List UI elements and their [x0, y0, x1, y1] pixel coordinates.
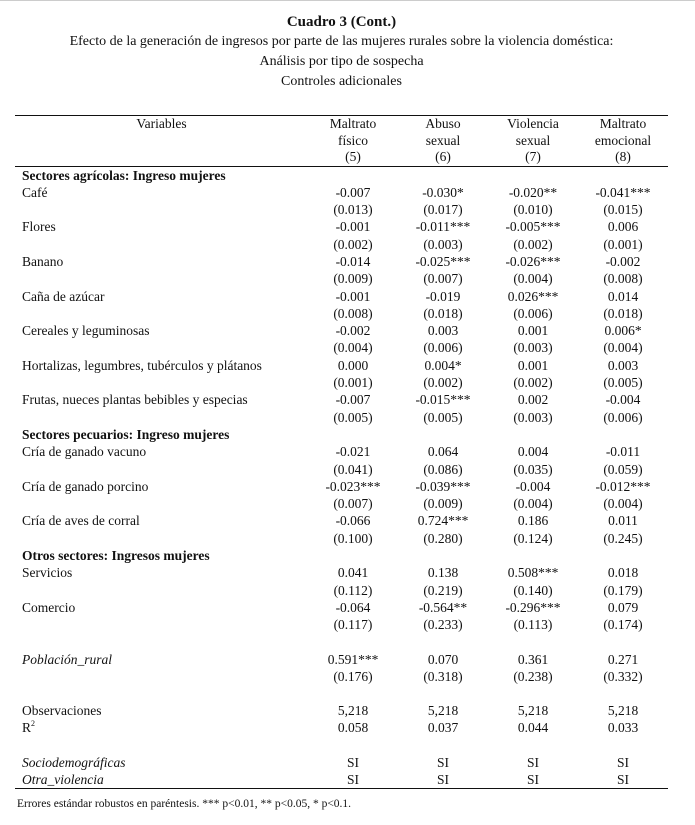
row-label: Observaciones — [22, 703, 102, 719]
coefficient-cell: -0.001 — [335, 219, 371, 235]
table-row-se — [15, 236, 668, 253]
table-row-se — [15, 201, 668, 218]
std-error-cell: (0.006) — [603, 409, 643, 425]
control-row — [15, 771, 668, 789]
coefficient-cell: -0.007 — [335, 184, 371, 200]
observations-cell: 5,218 — [607, 703, 639, 719]
table-footnote: Errores estándar robustos en paréntesis. *** p<0.01, ** p<0.05, * p<0.1. — [17, 798, 352, 810]
coefficient-cell: -0.564** — [418, 599, 468, 615]
coefficient-cell: 0.591*** — [327, 651, 379, 667]
coefficient-cell: 0.004 — [517, 444, 549, 460]
std-error-cell: (0.112) — [333, 582, 373, 598]
coefficient-cell: -0.025*** — [415, 253, 471, 269]
table-row-se — [15, 668, 668, 685]
col-header-variables-line-2 — [15, 133, 308, 150]
std-error-cell: (0.174) — [603, 617, 643, 633]
row-label: Café — [22, 184, 48, 200]
group-heading-row — [15, 426, 668, 443]
table-row — [15, 599, 668, 616]
group-heading-row — [15, 547, 668, 564]
table-row — [15, 218, 668, 235]
std-error-cell: (0.003) — [423, 236, 463, 252]
std-error-cell: (0.007) — [333, 496, 373, 512]
empty-cell — [308, 634, 398, 651]
std-error-cell: (0.007) — [423, 271, 463, 287]
std-error-cell: (0.006) — [513, 305, 553, 321]
coefficient-cell: 0.026*** — [507, 288, 559, 304]
std-error-cell: (0.005) — [603, 375, 643, 391]
table-row — [15, 443, 668, 460]
coefficient-cell: 0.724*** — [417, 513, 469, 529]
std-error-cell: (0.009) — [333, 271, 373, 287]
col-header-5-number: (5) — [308, 149, 398, 166]
group-heading: Otros sectores: Ingresos mujeres — [22, 548, 210, 564]
coefficient-cell: -0.026*** — [505, 253, 561, 269]
std-error-cell: (0.009) — [423, 496, 463, 512]
std-error-cell: (0.004) — [513, 271, 553, 287]
coefficient-cell: 0.001 — [517, 357, 549, 373]
empty-cell — [15, 374, 308, 391]
coefficient-cell: -0.011 — [605, 444, 641, 460]
table-row-se — [15, 495, 668, 512]
r-squared-superscript: 2 — [31, 719, 36, 729]
std-error-cell: (0.002) — [423, 375, 463, 391]
coefficient-cell: -0.015*** — [415, 392, 471, 408]
col-header-6-line-2: sexual — [425, 132, 461, 148]
table-row — [15, 478, 668, 495]
group-heading-row — [15, 166, 668, 184]
empty-cell — [15, 737, 308, 754]
coefficient-cell: -0.020** — [508, 184, 558, 200]
table-row — [15, 651, 668, 668]
std-error-cell: (0.179) — [603, 582, 643, 598]
r-squared-cell: 0.044 — [517, 720, 549, 736]
spacer-row — [15, 685, 668, 702]
std-error-cell: (0.086) — [423, 461, 463, 477]
coefficient-cell: 0.000 — [337, 357, 369, 373]
std-error-cell: (0.233) — [423, 617, 463, 633]
coefficient-cell: 0.002 — [517, 392, 549, 408]
row-label: Cría de ganado porcino — [22, 478, 149, 494]
coefficient-cell: 0.003 — [607, 357, 639, 373]
empty-cell — [15, 616, 308, 633]
observations-cell: 5,218 — [517, 703, 549, 719]
std-error-cell: (0.004) — [603, 496, 643, 512]
std-error-cell: (0.219) — [423, 582, 463, 598]
observations-cell: 5,218 — [427, 703, 459, 719]
empty-cell — [398, 737, 488, 754]
std-error-cell: (0.005) — [333, 409, 373, 425]
std-error-cell: (0.002) — [513, 236, 553, 252]
std-error-cell: (0.018) — [603, 305, 643, 321]
spacer-row — [15, 737, 668, 754]
coefficient-cell: 0.041 — [337, 565, 369, 581]
row-label: Hortalizas, legumbres, tubérculos y plátanos — [22, 357, 262, 373]
table-row-se — [15, 461, 668, 478]
std-error-cell: (0.018) — [423, 305, 463, 321]
col-header-8-number: (8) — [578, 149, 668, 166]
observations-row — [15, 702, 668, 719]
control-cell: SI — [578, 771, 668, 789]
r-squared-cell: 0.037 — [427, 720, 459, 736]
std-error-cell: (0.003) — [513, 409, 553, 425]
std-error-cell: (0.124) — [513, 530, 553, 546]
coefficient-cell: 0.006 — [607, 219, 639, 235]
std-error-cell: (0.010) — [513, 202, 553, 218]
std-error-cell: (0.238) — [513, 668, 553, 684]
table-row-se — [15, 582, 668, 599]
empty-cell — [488, 737, 578, 754]
table-row-se — [15, 616, 668, 633]
coefficient-cell: 0.186 — [517, 513, 549, 529]
control-cell: SI — [346, 754, 359, 770]
std-error-cell: (0.035) — [513, 461, 553, 477]
observations-cell: 5,218 — [337, 703, 369, 719]
std-error-cell: (0.005) — [423, 409, 463, 425]
table-subtitle-line-1: Efecto de la generación de ingresos por parte de las mujeres rurales sobre la violencia doméstica: — [69, 34, 614, 49]
empty-cell — [15, 339, 308, 356]
table-row-se — [15, 409, 668, 426]
empty-cell — [578, 634, 668, 651]
coefficient-cell: 0.014 — [607, 288, 639, 304]
control-row — [15, 754, 668, 771]
empty-cell — [15, 634, 308, 651]
empty-cell — [15, 530, 308, 547]
group-heading: Sectores agrícolas: Ingreso mujeres — [22, 167, 226, 183]
std-error-cell: (0.004) — [513, 496, 553, 512]
empty-cell — [15, 461, 308, 478]
empty-cell — [15, 495, 308, 512]
coefficient-cell: 0.070 — [427, 651, 459, 667]
empty-cell — [15, 582, 308, 599]
control-cell: SI — [398, 771, 488, 789]
coefficient-cell: -0.066 — [335, 513, 371, 529]
control-cell: SI — [308, 771, 398, 789]
coefficient-cell: 0.064 — [427, 444, 459, 460]
col-header-variables-line-3 — [15, 149, 308, 166]
r-squared-label: R — [22, 720, 32, 736]
empty-cell — [398, 685, 488, 702]
table-subtitle-line-2: Análisis por tipo de sospecha — [259, 54, 424, 69]
table-row-se — [15, 270, 668, 287]
std-error-cell: (0.318) — [423, 668, 463, 684]
std-error-cell: (0.140) — [513, 582, 553, 598]
col-header-6-line-1: Abuso — [398, 116, 488, 133]
table-body — [15, 166, 668, 789]
coefficient-cell: -0.007 — [335, 392, 371, 408]
table-row — [15, 184, 668, 201]
std-error-cell: (0.002) — [333, 236, 373, 252]
row-label: Banano — [22, 253, 64, 269]
row-label: Cereales y leguminosas — [22, 323, 150, 339]
coefficient-cell: -0.001 — [335, 288, 371, 304]
table-header — [15, 116, 668, 167]
empty-cell — [488, 685, 578, 702]
empty-cell — [15, 668, 308, 685]
table-caption — [0, 12, 683, 92]
table-row — [15, 391, 668, 408]
coefficient-cell: -0.014 — [335, 253, 371, 269]
row-label — [15, 719, 308, 736]
table-row — [15, 253, 668, 270]
table-row — [15, 564, 668, 581]
row-label: Frutas, nueces plantas bebibles y especias — [22, 392, 248, 408]
control-cell: SI — [616, 754, 629, 770]
table-row-se — [15, 305, 668, 322]
std-error-cell: (0.059) — [603, 461, 643, 477]
coefficient-cell: -0.002 — [605, 253, 641, 269]
row-label: Otra_violencia — [15, 771, 308, 789]
empty-cell — [578, 737, 668, 754]
empty-cell — [308, 685, 398, 702]
std-error-cell: (0.176) — [333, 668, 373, 684]
empty-cell — [398, 634, 488, 651]
row-label: Sociodemográficas — [22, 754, 126, 770]
coefficient-cell: -0.039*** — [415, 478, 471, 494]
std-error-cell: (0.004) — [333, 340, 373, 356]
std-error-cell: (0.245) — [603, 530, 643, 546]
row-label: Caña de azúcar — [22, 288, 105, 304]
std-error-cell: (0.002) — [513, 375, 553, 391]
coefficient-cell: -0.002 — [335, 323, 371, 339]
row-label: Población_rural — [22, 651, 112, 667]
col-header-7-line-1: Violencia — [488, 116, 578, 133]
coefficient-cell: 0.508*** — [507, 565, 559, 581]
table-subtitle-line-3: Controles adicionales — [281, 74, 402, 89]
empty-cell — [15, 236, 308, 253]
row-label: Comercio — [22, 599, 76, 615]
coefficient-cell: -0.041*** — [595, 184, 651, 200]
coefficient-cell: -0.296*** — [505, 599, 561, 615]
coefficient-cell: 0.138 — [427, 565, 459, 581]
table-row-se — [15, 339, 668, 356]
table-row-se — [15, 530, 668, 547]
std-error-cell: (0.001) — [603, 236, 643, 252]
std-error-cell: (0.117) — [333, 617, 373, 633]
r-squared-cell: 0.033 — [607, 720, 639, 736]
coefficient-cell: 0.001 — [517, 323, 549, 339]
col-header-5-line-2: físico — [338, 132, 368, 148]
control-cell: SI — [526, 754, 539, 770]
empty-cell — [488, 634, 578, 651]
std-error-cell: (0.006) — [423, 340, 463, 356]
coefficient-cell: -0.012*** — [595, 478, 651, 494]
col-header-7-line-2: sexual — [515, 132, 551, 148]
r-squared-row — [15, 719, 668, 736]
coefficient-cell: 0.079 — [607, 599, 639, 615]
col-header-5-line-1: Maltrato — [308, 116, 398, 133]
r-squared-cell: 0.058 — [337, 720, 369, 736]
coefficient-cell: 0.006* — [604, 323, 642, 339]
table-title: Cuadro 3 (Cont.) — [286, 14, 397, 30]
regression-table — [15, 115, 668, 789]
coefficient-cell: -0.019 — [425, 288, 461, 304]
coefficient-cell: -0.064 — [335, 599, 371, 615]
std-error-cell: (0.013) — [333, 202, 373, 218]
empty-cell — [15, 201, 308, 218]
std-error-cell: (0.332) — [603, 668, 643, 684]
coefficient-cell: 0.361 — [517, 651, 549, 667]
std-error-cell: (0.008) — [603, 271, 643, 287]
coefficient-cell: 0.018 — [607, 565, 639, 581]
control-cell: SI — [488, 771, 578, 789]
coefficient-cell: -0.004 — [605, 392, 641, 408]
std-error-cell: (0.280) — [423, 530, 463, 546]
empty-cell — [15, 685, 308, 702]
coefficient-cell: -0.005*** — [505, 219, 561, 235]
group-heading: Sectores pecuarios: Ingreso mujeres — [22, 426, 230, 442]
table-row — [15, 357, 668, 374]
row-label: Flores — [22, 219, 56, 235]
row-label: Servicios — [22, 565, 73, 581]
std-error-cell: (0.003) — [513, 340, 553, 356]
row-label: Cría de aves de corral — [22, 513, 140, 529]
table-row — [15, 322, 668, 339]
coefficient-cell: -0.023*** — [325, 478, 381, 494]
coefficient-cell: -0.011*** — [415, 219, 471, 235]
coefficient-cell: -0.030* — [422, 184, 464, 200]
empty-cell — [578, 685, 668, 702]
row-label: Cría de ganado vacuno — [22, 444, 147, 460]
std-error-cell: (0.015) — [603, 202, 643, 218]
std-error-cell: (0.008) — [333, 305, 373, 321]
table-row-se — [15, 374, 668, 391]
coefficient-cell: -0.021 — [335, 444, 371, 460]
std-error-cell: (0.100) — [333, 530, 373, 546]
empty-cell — [15, 270, 308, 287]
std-error-cell: (0.001) — [333, 375, 373, 391]
coefficient-cell: 0.003 — [427, 323, 459, 339]
table-row — [15, 288, 668, 305]
coefficient-cell: 0.011 — [608, 513, 638, 529]
empty-cell — [308, 737, 398, 754]
col-header-8-line-1: Maltrato — [578, 116, 668, 133]
std-error-cell: (0.004) — [603, 340, 643, 356]
col-header-variables: Variables — [15, 116, 308, 133]
empty-cell — [15, 305, 308, 322]
col-header-7-number: (7) — [488, 149, 578, 166]
empty-cell — [15, 409, 308, 426]
coefficient-cell: 0.271 — [607, 651, 639, 667]
control-cell: SI — [436, 754, 449, 770]
spacer-row — [15, 634, 668, 651]
coefficient-cell: -0.004 — [515, 478, 551, 494]
table-row — [15, 512, 668, 529]
std-error-cell: (0.041) — [333, 461, 373, 477]
std-error-cell: (0.017) — [423, 202, 463, 218]
col-header-8-line-2: emocional — [594, 132, 652, 148]
col-header-6-number: (6) — [398, 149, 488, 166]
coefficient-cell: 0.004* — [424, 357, 462, 373]
std-error-cell: (0.113) — [513, 617, 553, 633]
